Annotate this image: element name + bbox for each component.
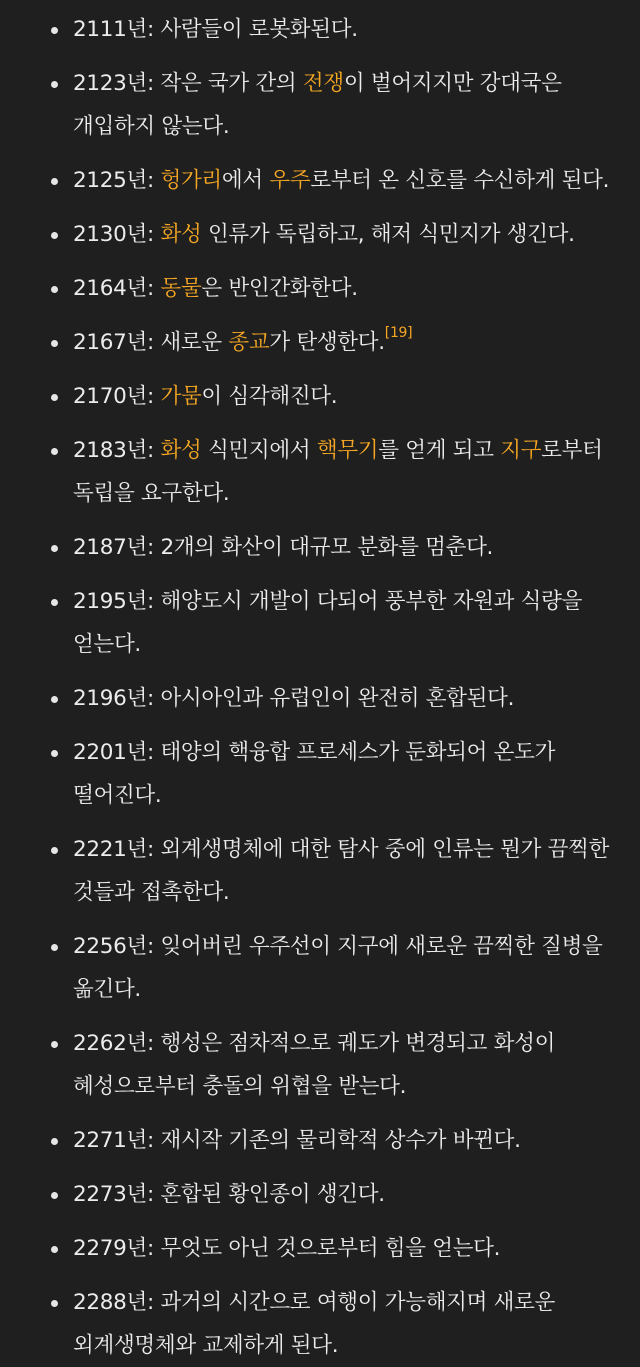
timeline-item <box>0 526 640 569</box>
bullet-icon <box>51 1246 58 1253</box>
item-text: 2195년: 해양도시 개발이 다되어 풍부한 자원과 식량을 얻는다. <box>73 589 583 657</box>
item-text: 2130년: <box>73 222 161 247</box>
timeline-item <box>0 1022 640 1108</box>
bullet-icon <box>51 286 58 293</box>
timeline-item <box>0 1173 640 1216</box>
bullet-icon <box>51 232 58 239</box>
timeline-item <box>0 159 640 202</box>
timeline-item <box>0 267 640 310</box>
item-text: 2221년: 외계생명체에 대한 탐사 중에 인류는 뭔가 끔찍한 것들과 접촉한다. <box>73 837 610 905</box>
item-text: 를 얻게 되고 <box>378 438 501 463</box>
item-text: 2288년: 과거의 시간으로 여행이 가능해지며 새로운 외계생명체와 교제하게 된다. <box>73 1290 556 1358</box>
wiki-link[interactable]: 헝가리 <box>160 168 222 193</box>
item-text: 2111년: 사람들이 로봇화된다. <box>73 17 358 42</box>
wiki-link[interactable]: 종교 <box>228 330 270 355</box>
timeline-item <box>0 429 640 515</box>
item-text: 2271년: 재시작 기존의 물리학적 상수가 바뀐다. <box>73 1128 521 1153</box>
item-text: 2170년: <box>73 384 161 409</box>
item-text: 2279년: 무엇도 아닌 것으로부터 힘을 얻는다. <box>73 1236 501 1261</box>
timeline-item <box>0 925 640 1011</box>
item-text: 2125년: <box>73 168 161 193</box>
bullet-icon <box>51 178 58 185</box>
item-text: 2256년: 잊어버린 우주선이 지구에 새로운 끔찍한 질병을 옮긴다. <box>73 934 603 1002</box>
item-text: 2196년: 아시아인과 유럽인이 완전히 혼합된다. <box>73 686 515 711</box>
timeline-item <box>0 8 640 51</box>
item-text: 2183년: <box>73 438 161 463</box>
item-text: 식민지에서 <box>201 438 317 463</box>
item-text: 가 탄생한다. <box>269 330 385 355</box>
bullet-icon <box>51 599 58 606</box>
bullet-icon <box>51 394 58 401</box>
timeline-item <box>0 1227 640 1270</box>
bullet-icon <box>51 448 58 455</box>
timeline-item <box>0 1281 640 1367</box>
timeline-item <box>0 321 640 364</box>
bullet-icon <box>51 1192 58 1199</box>
wiki-link[interactable]: 동물 <box>160 276 202 301</box>
wiki-link[interactable]: 우주 <box>269 168 311 193</box>
item-text: 2167년: 새로운 <box>73 330 229 355</box>
timeline-item <box>0 677 640 720</box>
timeline-item <box>0 1119 640 1162</box>
bullet-icon <box>51 340 58 347</box>
item-text: 에서 <box>221 168 270 193</box>
wiki-link[interactable]: 핵무기 <box>316 438 379 463</box>
item-text: 2201년: 태양의 핵융합 프로세스가 둔화되어 온도가 떨어진다. <box>73 740 556 808</box>
bullet-icon <box>51 1041 58 1048</box>
item-text: 2164년: <box>73 276 161 301</box>
item-text: 이 심각해진다. <box>201 384 338 409</box>
bullet-icon <box>51 847 58 854</box>
item-text: 로부터 온 신호를 수신하게 된다. <box>310 168 610 193</box>
timeline-item <box>0 580 640 666</box>
item-text: 2273년: 혼합된 황인종이 생긴다. <box>73 1182 385 1207</box>
bullet-icon <box>51 1300 58 1307</box>
wiki-link[interactable]: 가뭄 <box>160 384 202 409</box>
bullet-icon <box>51 944 58 951</box>
timeline-item <box>0 375 640 418</box>
bullet-icon <box>51 81 58 88</box>
item-text: 은 반인간화한다. <box>201 276 358 301</box>
footnote-ref-link[interactable]: [19] <box>384 324 413 341</box>
item-text: 2123년: 작은 국가 간의 <box>73 71 303 96</box>
wiki-link[interactable]: 지구 <box>500 438 542 463</box>
wiki-link[interactable]: 화성 <box>160 222 202 247</box>
item-text: 이 벌어지지만 강대국은 개입하지 않는다. <box>73 71 562 139</box>
timeline-item <box>0 828 640 914</box>
bullet-icon <box>51 545 58 552</box>
bullet-icon <box>51 1138 58 1145</box>
item-text: 2187년: 2개의 화산이 대규모 분화를 멈춘다. <box>73 535 494 560</box>
bullet-icon <box>51 696 58 703</box>
bullet-icon <box>51 27 58 34</box>
item-text: 인류가 독립하고, 해저 식민지가 생긴다. <box>201 222 575 247</box>
timeline-item <box>0 62 640 148</box>
wiki-link[interactable]: 화성 <box>160 438 202 463</box>
item-text: 2262년: 행성은 점차적으로 궤도가 변경되고 화성이 혜성으로부터 충돌의 위협을 받는다. <box>73 1031 556 1099</box>
bullet-icon <box>51 750 58 757</box>
timeline-item <box>0 213 640 256</box>
wiki-link[interactable]: 전쟁 <box>302 71 344 96</box>
item-text: 로부터 독립을 요구한다. <box>73 438 603 506</box>
timeline-item <box>0 731 640 817</box>
